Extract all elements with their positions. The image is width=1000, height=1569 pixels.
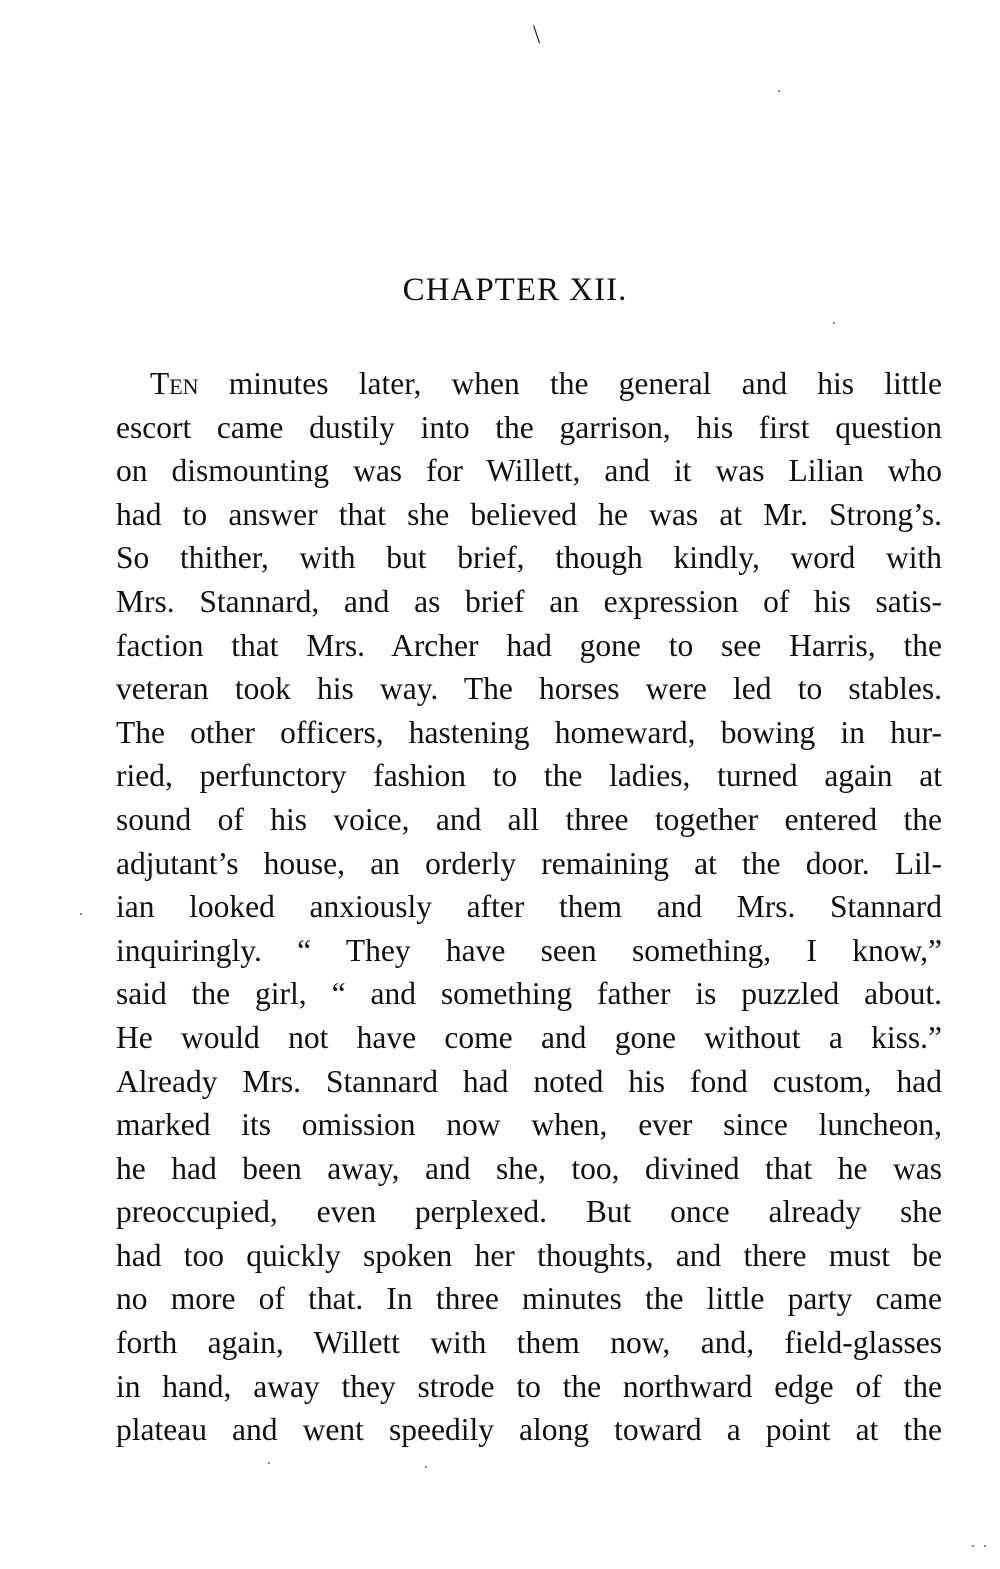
- text-line: So thither, with but brief, though kindly, word with: [116, 540, 942, 576]
- text-line: The other officers, hastening homeward, bowing in hur-: [116, 714, 942, 750]
- text-line: forth again, Willett with them now, and, field-glasses: [116, 1325, 942, 1361]
- text-line: ian looked anxiously after them and Mrs. Stannard: [116, 889, 942, 925]
- text-line: plateau and went speedily along toward a point at the: [116, 1412, 942, 1448]
- text-line: faction that Mrs. Archer had gone to see Harris, the: [116, 627, 942, 663]
- text-line: sound of his voice, and all three together entered the: [116, 801, 942, 837]
- text-line: escort came dustily into the garrison, his first question: [116, 409, 942, 445]
- text-line: said the girl, “ and something father is puzzled about.: [116, 976, 942, 1012]
- text-line: had to answer that she believed he was at Mr. Strong’s.: [116, 496, 942, 532]
- paper-speck: [833, 322, 835, 324]
- text-line: in hand, away they strode to the northward edge of the: [116, 1368, 942, 1404]
- text-line: ried, perfunctory fashion to the ladies, turned again at: [116, 758, 942, 794]
- text-line: Mrs. Stannard, and as brief an expression of his satis-: [116, 583, 942, 619]
- drop-word: Ten: [150, 366, 199, 401]
- chapter-body: [116, 362, 942, 1452]
- paper-speck: [268, 1462, 270, 1464]
- chapter-title: CHAPTER XII.: [402, 272, 628, 308]
- text-line: marked its omission now when, ever since luncheon,: [116, 1107, 942, 1143]
- paper-speck: [984, 1545, 986, 1547]
- paper-speck: [778, 90, 780, 92]
- paper-speck: [80, 913, 82, 915]
- text-line: He would not have come and gone without a kiss.”: [116, 1019, 942, 1055]
- text-line: veteran took his way. The horses were led to stables.: [116, 671, 942, 707]
- text-line: Already Mrs. Stannard had noted his fond custom, had: [116, 1063, 942, 1099]
- text-line-1: Ten minutes later, when the general and his little: [150, 366, 942, 401]
- text-line: he had been away, and she, too, divined that he was: [116, 1150, 942, 1186]
- paper-speck: [972, 1545, 974, 1547]
- paper-speck: [425, 1466, 427, 1468]
- text-line: on dismounting was for Willett, and it was Lilian who: [116, 453, 942, 489]
- text-line: had too quickly spoken her thoughts, and there must be: [116, 1237, 942, 1273]
- text-line: preoccupied, even perplexed. But once already she: [116, 1194, 942, 1230]
- text-line: adjutant’s house, an orderly remaining at the door. Lil-: [116, 845, 942, 881]
- text-line: no more of that. In three minutes the little party came: [116, 1281, 942, 1317]
- stray-mark: \: [533, 20, 541, 49]
- text-line: inquiringly. “ They have seen something, I know,”: [116, 932, 942, 968]
